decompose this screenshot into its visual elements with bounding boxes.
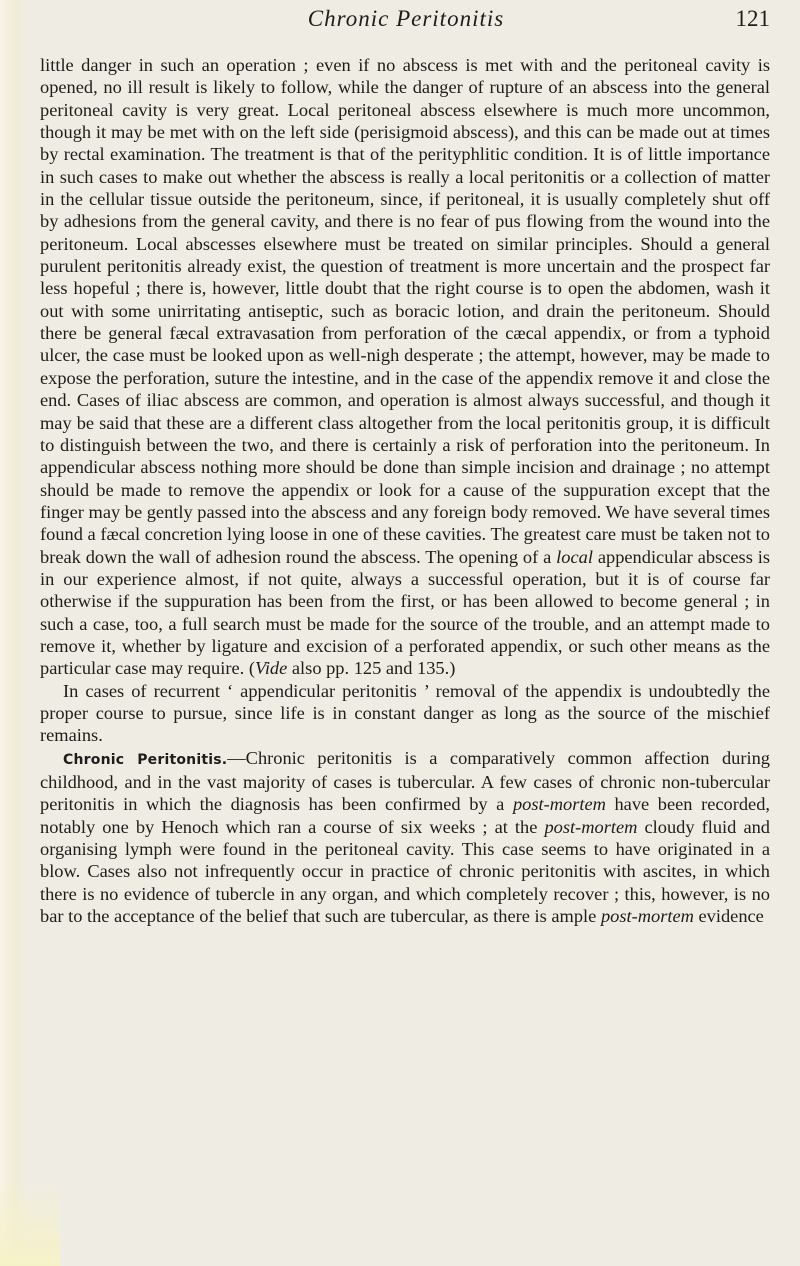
emphasis-post-mortem: post-mortem [544,816,638,837]
paragraph-text: cloudy fluid and organising lymph were found in the peritoneal cavity. This case seems to have originated in a blow. Cases also not infrequently occur in practice of chronic peritonitis with ascites, in which there is no evidence of tubercle in any organ, and which completely recover ; this, however, is no bar to the acceptance of the belief that such are tubercular, as there is ample [40,816,770,927]
paragraph-chronic-peritonitis [40,747,770,928]
paragraph-text: appendicular abscess is in our experience almost, if not quite, always a successful operation, but it is of course far otherwise if the suppuration has been from the first, or has been allowed to become general ; in such a case, too, a full search must be made for the source of the trouble, and an attempt made to remove it, whether by ligature and excision of a perforated appendix, or such other means as the particular case may require. ( [40,546,771,679]
paragraph-text: —Chronic peritonitis is a comparatively common affection during childhood, and in the vast majority of cases is tubercular. A few cases of chronic non-tubercular peritonitis in which the diagnosis has been confirmed by a [40,747,770,815]
paragraph-text: have been recorded, notably one by Henoch which ran a course of six weeks ; at the [40,794,770,837]
section-heading: Chronic Peritonitis. [63,751,228,768]
emphasis-local: local [556,546,593,567]
paragraph-text: little danger in such an operation ; even if no abscess is met with and the peritoneal cavity is opened, no ill result is likely to follow, while the danger of rupture of an abscess into the general peritoneal cavity is very great. Local peritoneal abscess elsewhere is much more uncommon, though it may be met with on the left side (perisigmoid abscess), and this can be made out at times by rectal examination. The treatment is that of the perityphlitic condition. It is of little importance in such cases to make out whether the abscess is really a local peritonitis or a collection of matter in the cellular tissue outside the peritoneum, since, if peritoneal, it is usually completely shut off by adhesions from the general cavity, and there is no fear of pus flowing from the wound into the peritoneum. Local abscesses elsewhere must be treated on similar principles. Should a general purulent peritonitis already exist, the question of treatment is more uncertain and the prospect far less hopeful ; there is, however, little doubt that the right course is to open the abdomen, wash it out with some unirritating antiseptic, such as boracic lotion, and drain the peritoneum. Should there be general fæcal extravasation from perforation of the cæcal appendix, or from a typhoid ulcer, the case must be looked upon as well-nigh desperate ; the attempt, however, may be made to expose the perforation, suture the intestine, and in the case of the appendix remove it and close the end. Cases of iliac abscess are common, and operation is almost always successful, and though it may be said that these are a different class altogether from the local peritonitis group, it is difficult to distinguish between the two, and there is certainly a risk of perforation into the peritoneum. In appendicular abscess nothing more should be done than simple incision and drainage ; no attempt should be made to remove the appendix or look for a cause of the suppuration except that the finger may be gently passed into the abscess and any foreign body removed. We have several times found a fæcal concretion lying loose in one of these cavities. The greatest care must be taken not to break down the wall of adhesion round the abscess. The opening of a [40,55,771,567]
paragraph-text: evidence [693,906,764,927]
page-corner-stain [0,1180,60,1266]
body-text [40,54,770,927]
emphasis-post-mortem: post-mortem [512,794,606,815]
paragraph-text: also pp. 125 and 135.) [287,658,456,679]
page-number: 121 [735,6,770,31]
page-header [40,4,772,48]
emphasis-post-mortem: post-mortem [600,906,694,927]
page-gutter-shade [0,0,28,1266]
paragraph-recurrent-appendicular: In cases of recurrent ‘ appendicular peritonitis ’ removal of the appendix is undoubtedly the proper course to pursue, since life is in constant danger as long as the source of the mischief remains. [40,680,770,746]
emphasis-vide: Vide [254,658,288,679]
paragraph-operation-risk [40,54,770,680]
running-title: Chronic Peritonitis [307,6,505,31]
